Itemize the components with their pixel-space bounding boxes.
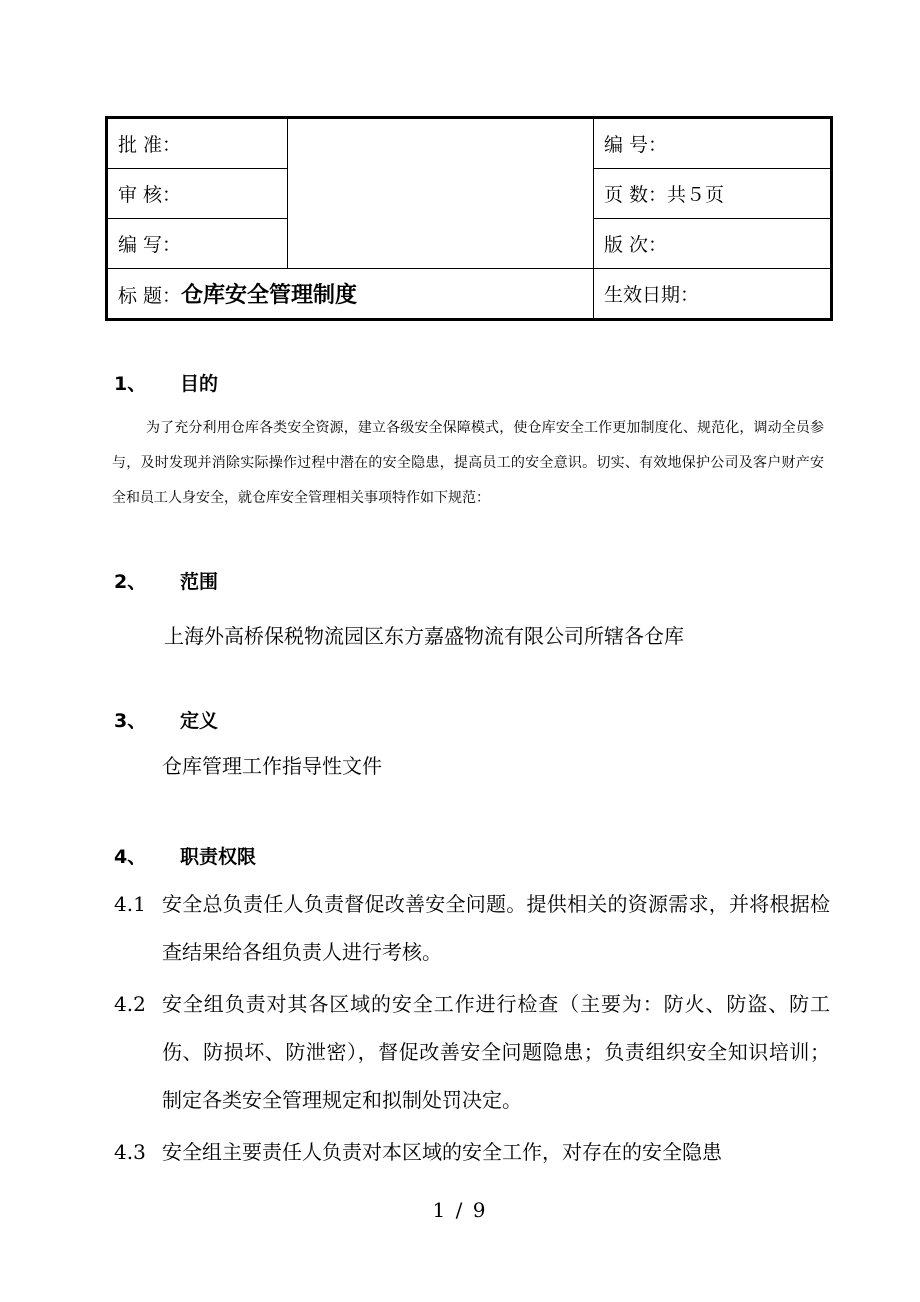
approve-label: 批 准：	[107, 118, 288, 169]
header-row-approve	[107, 118, 832, 169]
document-title: 仓库安全管理制度	[181, 283, 358, 308]
section-heading-responsibilities	[114, 842, 256, 869]
header-row-title	[107, 269, 832, 320]
section-title: 职责权限	[180, 846, 257, 868]
section-number: 3、	[114, 710, 147, 732]
definition-text: 仓库管理工作指导性文件	[162, 754, 382, 778]
pages-label: 页 数：共５页	[594, 169, 832, 219]
scope-text: 上海外高桥保税物流园区东方嘉盛物流有限公司所辖各仓库	[164, 624, 684, 648]
header-table	[105, 116, 833, 321]
section-number: 1、	[114, 373, 147, 395]
item-number: 4.1	[114, 892, 146, 916]
responsibility-item	[114, 880, 830, 976]
section-title: 目的	[180, 373, 219, 395]
review-label: 审 核：	[107, 169, 288, 219]
section-heading-definition	[114, 706, 218, 733]
write-label: 编 写：	[107, 219, 288, 269]
number-label: 编 号：	[594, 118, 832, 169]
item-number: 4.2	[114, 992, 146, 1016]
purpose-paragraph: 为了充分利用仓库各类安全资源，建立各级安全保障模式，使仓库安全工作更加制度化、规范化，调动全员参与，及时发现并消除实际操作过程中潜在的安全隐患，提高员工的安全意识。切实、有效地保护公司及客户财产安全和员工人身安全，就仓库安全管理相关事项特作如下规范：	[112, 420, 824, 506]
responsibility-item	[114, 980, 830, 1124]
page-number: 1 / 9	[432, 1198, 488, 1222]
item-text: 安全总负责任人负责督促改善安全问题。提供相关的资源需求，并将根据检查结果给各组负责人进行考核。	[162, 892, 830, 964]
item-text: 安全组主要责任人负责对本区域的安全工作，对存在的安全隐患	[162, 1140, 722, 1164]
effective-date-label: 生效日期：	[594, 269, 832, 320]
title-label: 标 题：	[118, 285, 182, 307]
section-heading-scope	[114, 567, 218, 594]
section-title: 定义	[180, 710, 219, 732]
title-cell	[107, 269, 594, 320]
section-number: 2、	[114, 571, 147, 593]
version-label: 版 次：	[594, 219, 832, 269]
section-number: 4、	[114, 846, 147, 868]
item-text: 安全组负责对其各区域的安全工作进行检查（主要为：防火、防盗、防工伤、防损坏、防泄密），督促改善安全问题隐患；负责组织安全知识培训；制定各类安全管理规定和拟制处罚决定。	[162, 992, 830, 1112]
section-heading-purpose	[114, 369, 218, 396]
responsibility-item	[114, 1128, 830, 1176]
section-title: 范围	[180, 571, 219, 593]
signature-area	[288, 118, 594, 269]
item-number: 4.3	[114, 1140, 146, 1164]
